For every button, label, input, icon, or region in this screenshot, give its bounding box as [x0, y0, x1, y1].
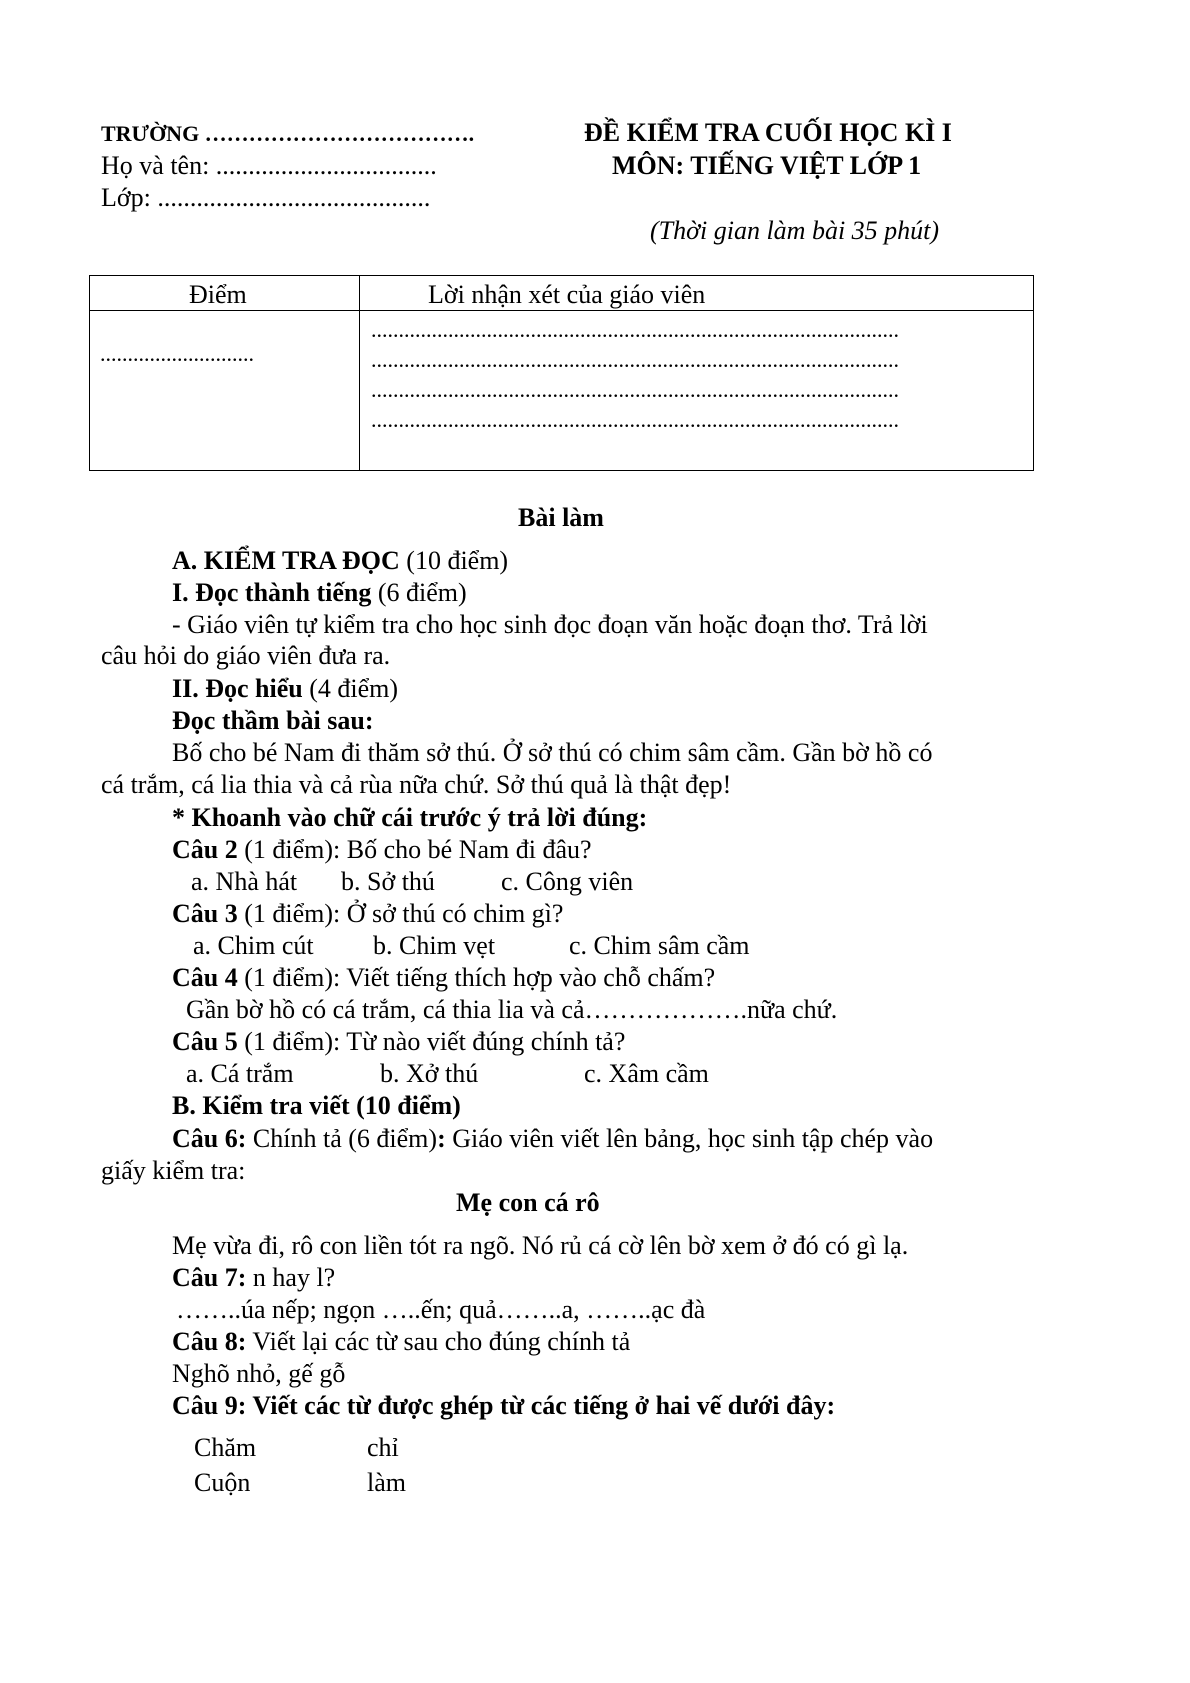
- section-a1: [172, 580, 467, 606]
- question-5-label: Câu 5: [172, 1027, 238, 1056]
- question-6-close: ): [428, 1124, 438, 1153]
- question-8-label: Câu 8:: [172, 1327, 247, 1356]
- section-a1-label: I. Đọc thành tiếng: [172, 578, 372, 607]
- section-a1-text-cont: câu hỏi do giáo viên đưa ra.: [101, 641, 391, 670]
- score-comment-table: [89, 275, 1034, 471]
- question-4-label: Câu 4: [172, 963, 238, 992]
- question-6-text: Chính tả (6 điểm: [246, 1124, 429, 1153]
- section-a2-label: II. Đọc hiểu: [172, 674, 303, 703]
- student-name-line: Họ và tên: ..................................: [101, 151, 437, 180]
- question-9: Câu 9: Viết các từ được ghép từ các tiếng ở hai vế dưới đây:: [172, 1391, 836, 1420]
- comment-lines: [360, 311, 1031, 435]
- question-8-words: Nghõ nhỏ, gế gỗ: [172, 1359, 346, 1388]
- comment-line: ................................................................................................: [371, 317, 899, 342]
- question-5-text: (1 điểm): Từ nào viết đúng chính tả?: [237, 1027, 626, 1056]
- option-3a: a. Chim cút: [193, 931, 314, 960]
- question-6-label: Câu 6:: [172, 1124, 247, 1153]
- question-6-text-b: Giáo viên viết lên bảng, học sinh tập chép vào: [445, 1124, 934, 1153]
- silent-reading-label: Đọc thầm bài sau:: [172, 706, 374, 735]
- answer-heading: Bài làm: [518, 503, 604, 532]
- exam-title: ĐỀ KIỂM TRA CUỐI HỌC KÌ I: [584, 118, 952, 147]
- score-dots: ............................: [100, 341, 254, 366]
- question-2-label: Câu 2: [172, 835, 238, 864]
- option-5b: b. Xở thú: [380, 1059, 479, 1088]
- section-a1-points: (6 điểm): [371, 578, 467, 607]
- option-3b: b. Chim vẹt: [373, 931, 496, 960]
- section-a2-points: (4 điểm): [302, 674, 399, 703]
- question-3-text: (1 điểm): Ở sở thú có chim gì?: [237, 899, 564, 928]
- question-3-label: Câu 3: [172, 899, 238, 928]
- comment-cell: [360, 311, 1034, 471]
- question-2: [172, 837, 592, 863]
- section-a-label: A. KIỂM TRA ĐỌC: [172, 546, 400, 575]
- comment-header-cell: [360, 276, 1034, 311]
- subject-title: MÔN: TIẾNG VIỆT LỚP 1: [612, 151, 922, 180]
- section-a2: [172, 676, 398, 702]
- section-b-label: B. Kiểm tra viết (10 điểm): [172, 1091, 461, 1120]
- comment-line: ................................................................................................: [371, 407, 899, 432]
- question-9-right-1: chỉ: [367, 1433, 399, 1462]
- option-5a: a. Cá trắm: [186, 1059, 294, 1088]
- question-5: [172, 1029, 625, 1055]
- class-line: Lớp: ..........................................: [101, 183, 431, 212]
- score-header: Điểm: [189, 280, 247, 309]
- question-7-text: n hay l?: [246, 1263, 336, 1292]
- comment-header: Lời nhận xét của giáo viên: [428, 280, 706, 309]
- question-2-text: (1 điểm): Bố cho bé Nam đi đâu?: [237, 835, 592, 864]
- score-cell: [90, 311, 360, 471]
- dictation-text: Mẹ vừa đi, rô con liền tót ra ngõ. Nó rủ cá cờ lên bờ xem ở đó có gì lạ.: [172, 1231, 909, 1260]
- question-7-fill-line: ……..úa nếp; ngọn …..ến; quả……..a, ……..ạc đà: [176, 1295, 706, 1324]
- passage-line-cont: cá trắm, cá lia thia và cả rùa nữa chứ. Sở thú quả là thật đẹp!: [101, 770, 732, 799]
- comment-line: ................................................................................................: [371, 377, 899, 402]
- school-line: TRƯỜNG ……………………………….: [101, 121, 475, 146]
- section-a-points: (10 điểm): [399, 546, 509, 575]
- question-9-left-1: Chăm: [194, 1433, 257, 1462]
- score-header-cell: [90, 276, 360, 311]
- option-2b: b. Sở thú: [341, 867, 435, 896]
- question-6-text-cont: giấy kiểm tra:: [101, 1156, 246, 1185]
- question-6-colon: :: [437, 1124, 446, 1153]
- passage-line: Bố cho bé Nam đi thăm sở thú. Ở sở thú có chim sâm cầm. Gần bờ hồ có: [172, 738, 933, 767]
- comment-line: ................................................................................................: [371, 347, 899, 372]
- dictation-title: Mẹ con cá rô: [456, 1188, 600, 1217]
- question-8-text: Viết lại các từ sau cho đúng chính tả: [246, 1327, 631, 1356]
- section-a: [172, 548, 508, 574]
- section-a1-text: - Giáo viên tự kiểm tra cho học sinh đọc đoạn văn hoặc đoạn thơ. Trả lời: [172, 610, 928, 639]
- question-9-left-2: Cuộn: [194, 1468, 251, 1497]
- question-3: [172, 901, 563, 927]
- question-7-label: Câu 7:: [172, 1263, 247, 1292]
- duration-note: (Thời gian làm bài 35 phút): [650, 216, 940, 245]
- option-3c: c. Chim sâm cầm: [569, 931, 750, 960]
- question-4-text: (1 điểm): Viết tiếng thích hợp vào chỗ chấm?: [237, 963, 716, 992]
- question-9-right-2: làm: [367, 1468, 406, 1497]
- question-8: [172, 1329, 630, 1355]
- question-4: [172, 965, 715, 991]
- instruction: * Khoanh vào chữ cái trước ý trả lời đúng:: [172, 803, 648, 832]
- option-2c: c. Công viên: [501, 867, 634, 896]
- option-2a: a. Nhà hát: [191, 867, 298, 896]
- question-7: [172, 1265, 335, 1291]
- question-4-fill-line: Gần bờ hồ có cá trắm, cá thia lia và cả……………….nữa chứ.: [186, 995, 838, 1024]
- question-6: [172, 1126, 933, 1152]
- option-5c: c. Xâm cầm: [584, 1059, 709, 1088]
